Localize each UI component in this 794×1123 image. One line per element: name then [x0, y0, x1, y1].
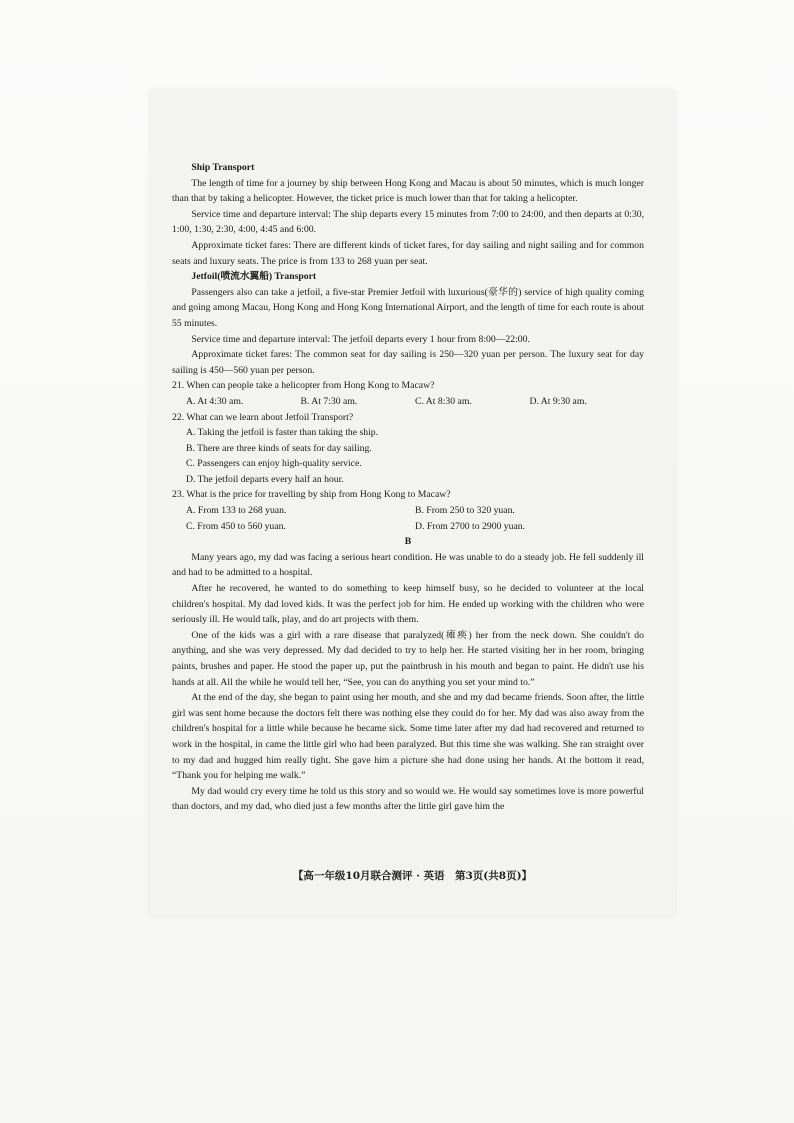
jetfoil-paragraph-3: Approximate ticket fares: The common seat for day sailing is 250—320 yuan per person. The luxury seat for day sailing is 450—560 yuan per person. — [172, 349, 644, 376]
option-d: D. The jetfoil departs every half an hour. — [186, 473, 344, 485]
option-a: A. At 4:30 am. — [186, 395, 244, 407]
option-b: B. There are three kinds of seats for day sailing. — [186, 442, 372, 454]
question-22 — [172, 410, 644, 488]
page-content — [172, 160, 644, 815]
option-d: D. From 2700 to 2900 yuan. — [415, 520, 526, 532]
answer-options — [172, 394, 644, 410]
passage-b-paragraph-3: One of the kids was a girl with a rare disease that paralyzed(瘫痪) her from the neck down. She couldn't do anything, and she was very depressed. My dad decided to try to help her. He started visiting her in her room, bringing paints, brushes and paper. He stood the paper up, put the paintbrush in his mouth and began to paint. He didn't use his hands at all. All the while he would tell her, “See, you can do anything you set your mind to.” — [172, 629, 644, 688]
option-b: B. From 250 to 320 yuan. — [415, 505, 515, 517]
section-b-label: B — [404, 536, 412, 548]
ship-paragraph-1: The length of time for a journey by ship between Hong Kong and Macau is about 50 minutes, which is much longer than that by taking a helicopter. However, the ticket price is much lower than that for taking a helicopter. — [172, 177, 644, 205]
passage-b-paragraph-5: My dad would cry every time he told us this story and so would we. He would say sometimes love is more powerful than doctors, and my dad, who died just a few months after the little girl gave him the — [172, 785, 644, 813]
page-footer: 【高一年级10月联合测评 · 英语 第3页(共8页)】 — [292, 870, 533, 882]
option-c: C. Passengers can enjoy high-quality service. — [186, 458, 362, 470]
ship-paragraph-2: Service time and departure interval: The ship departs every 15 minutes from 7:00 to 24:00, and then departs at 0:30, 1:00, 1:30, 2:30, 4:00, 4:45 and 6:00. — [172, 208, 644, 236]
option-c: C. At 8:30 am. — [415, 395, 472, 407]
passage-b-paragraph-1: Many years ago, my dad was facing a serious heart condition. He was unable to do a steady job. He fell suddenly ill and had to be admitted to a hospital. — [172, 551, 644, 579]
option-d: D. At 9:30 am. — [529, 395, 587, 407]
jetfoil-heading: Jetfoil(喷流水翼船) Transport — [191, 271, 317, 283]
option-a: A. From 133 to 268 yuan. — [186, 505, 287, 517]
question-stem: 22. What can we learn about Jetfoil Transport? — [172, 411, 354, 423]
answer-options — [172, 503, 644, 534]
ship-paragraph-3: Approximate ticket fares: There are different kinds of ticket fares, for day sailing and night sailing and for common seats and luxury seats. The price is from 133 to 268 yuan per seat. — [172, 239, 644, 267]
option-b: B. At 7:30 am. — [300, 395, 358, 407]
option-c: C. From 450 to 560 yuan. — [186, 520, 286, 532]
option-a: A. Taking the jetfoil is faster than taking the ship. — [186, 427, 379, 439]
question-stem: 23. What is the price for travelling by ship from Hong Kong to Macaw? — [172, 489, 451, 501]
jetfoil-paragraph-2: Service time and departure interval: The jetfoil departs every 1 hour from 8:00—22:00. — [191, 333, 530, 345]
question-23 — [172, 487, 644, 534]
passage-b-paragraph-2: After he recovered, he wanted to do something to keep himself busy, so he decided to volunteer at the local children's hospital. My dad loved kids. It was the perfect job for him. He ended up working with the children who were seriously ill. He would talk, play, and do art projects with them. — [172, 583, 644, 626]
jetfoil-paragraph-1: Passengers also can take a jetfoil, a five-star Premier Jetfoil with luxurious(豪华的) service of high quality coming and going among Macau, Hong Kong and Hong Kong International Airport, and the length of time for each route is about 55 minutes. — [172, 286, 644, 329]
question-stem: 21. When can people take a helicopter from Hong Kong to Macaw? — [172, 380, 435, 392]
passage-b-paragraph-4: At the end of the day, she began to paint using her mouth, and she and my dad became friends. Soon after, the little girl was sent home because the doctors felt there was nothing else they could do for her. My dad was also away from the children's hospital for a little while because he became sick. Some time later after my dad had recovered and returned to work in the hospital, in came the little girl who had been paralyzed. But this time she was walking. She ran straight over to my dad and hugged him really tight. She gave him a picture she had done using her hands. At the bottom it read, “Thank you for helping me walk.” — [172, 692, 644, 782]
answer-options — [172, 425, 644, 487]
ship-heading: Ship Transport — [191, 162, 255, 173]
question-21 — [172, 378, 644, 409]
